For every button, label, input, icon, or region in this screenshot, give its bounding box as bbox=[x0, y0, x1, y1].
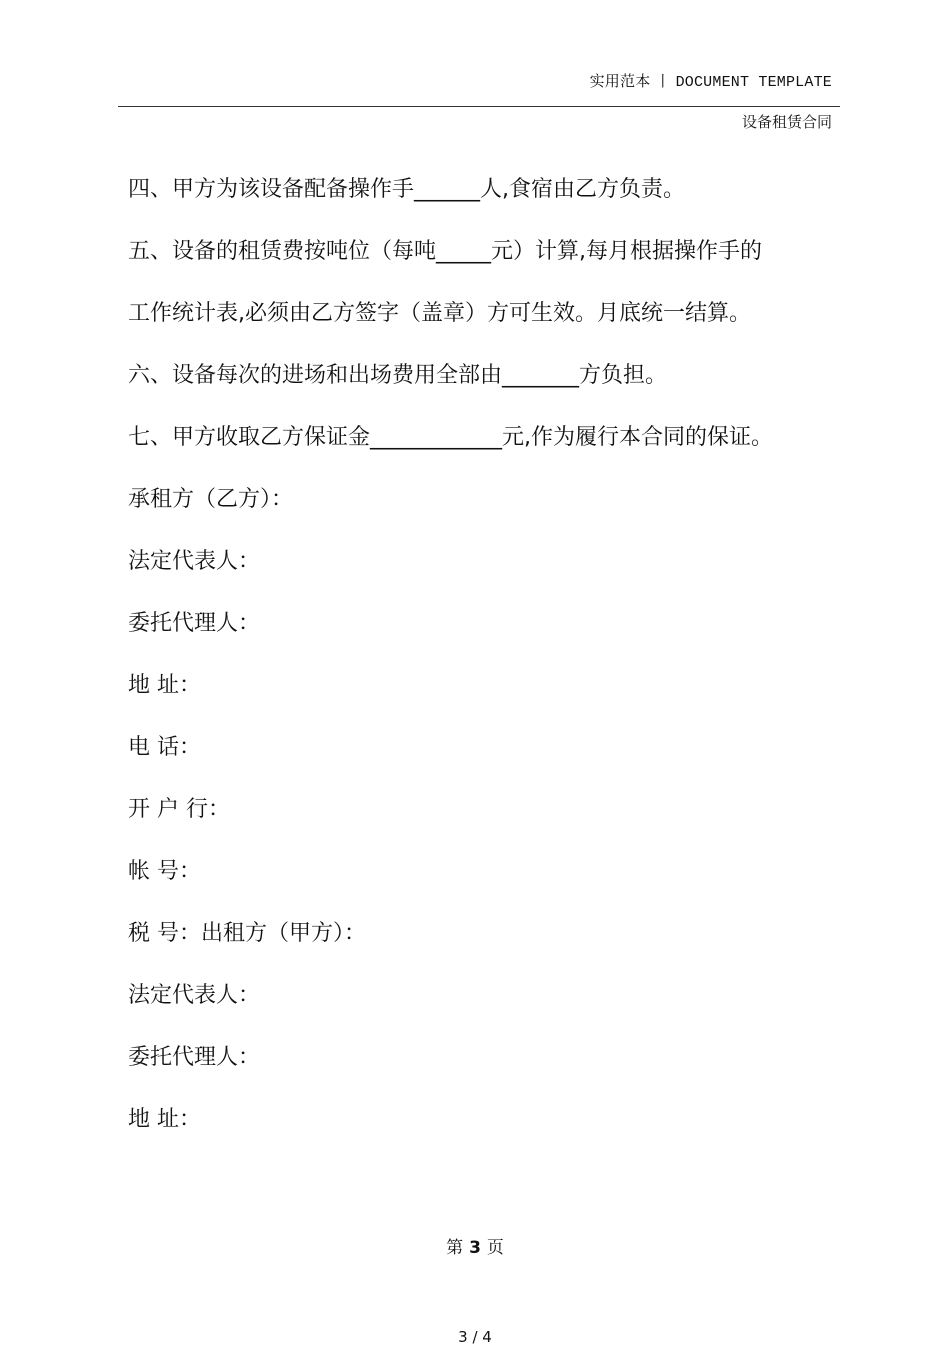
clause-5-line-1: 五、设备的租赁费按吨位（每吨_____元）计算,每月根据操作手的 bbox=[128, 239, 762, 264]
lessee-account: 帐 号： bbox=[128, 859, 201, 884]
lessor-address: 地 址： bbox=[128, 1107, 201, 1132]
clause-5-line-2: 工作统计表,必须由乙方签字（盖章）方可生效。月底统一结算。 bbox=[128, 301, 751, 326]
contract-body bbox=[128, 174, 848, 1166]
document-header bbox=[590, 70, 832, 91]
lessee-legal-rep: 法定代表人： bbox=[128, 549, 261, 574]
page-number-value: 3 bbox=[469, 1238, 481, 1258]
header-separator: 丨 bbox=[655, 72, 671, 90]
lessor-agent: 委托代理人： bbox=[128, 1045, 261, 1070]
header-subtitle: 设备租赁合同 bbox=[741, 113, 832, 131]
page-suffix: 页 bbox=[486, 1238, 504, 1258]
lessor-legal-rep: 法定代表人： bbox=[128, 983, 261, 1008]
lessee-phone: 电 话： bbox=[128, 735, 201, 760]
page-prefix: 第 bbox=[446, 1238, 464, 1258]
header-divider bbox=[118, 106, 840, 107]
page-number bbox=[0, 1233, 950, 1258]
clause-6: 六、设备每次的进场和出场费用全部由_______方负担。 bbox=[128, 363, 668, 388]
header-title-left: 实用范本 bbox=[589, 72, 651, 90]
lessee-label: 承租方（乙方）： bbox=[128, 487, 294, 512]
tax-id-and-lessor-label: 税 号：出租方（甲方）： bbox=[128, 921, 366, 946]
lessee-agent: 委托代理人： bbox=[128, 611, 261, 636]
lessee-bank: 开 户 行： bbox=[128, 797, 230, 822]
header-title-right: DOCUMENT TEMPLATE bbox=[675, 74, 832, 91]
clause-7: 七、甲方收取乙方保证金____________元,作为履行本合同的保证。 bbox=[128, 425, 773, 450]
page-count: 3 / 4 bbox=[458, 1328, 492, 1346]
lessee-address: 地 址： bbox=[128, 673, 201, 698]
clause-4: 四、甲方为该设备配备操作手______人,食宿由乙方负责。 bbox=[128, 177, 685, 202]
